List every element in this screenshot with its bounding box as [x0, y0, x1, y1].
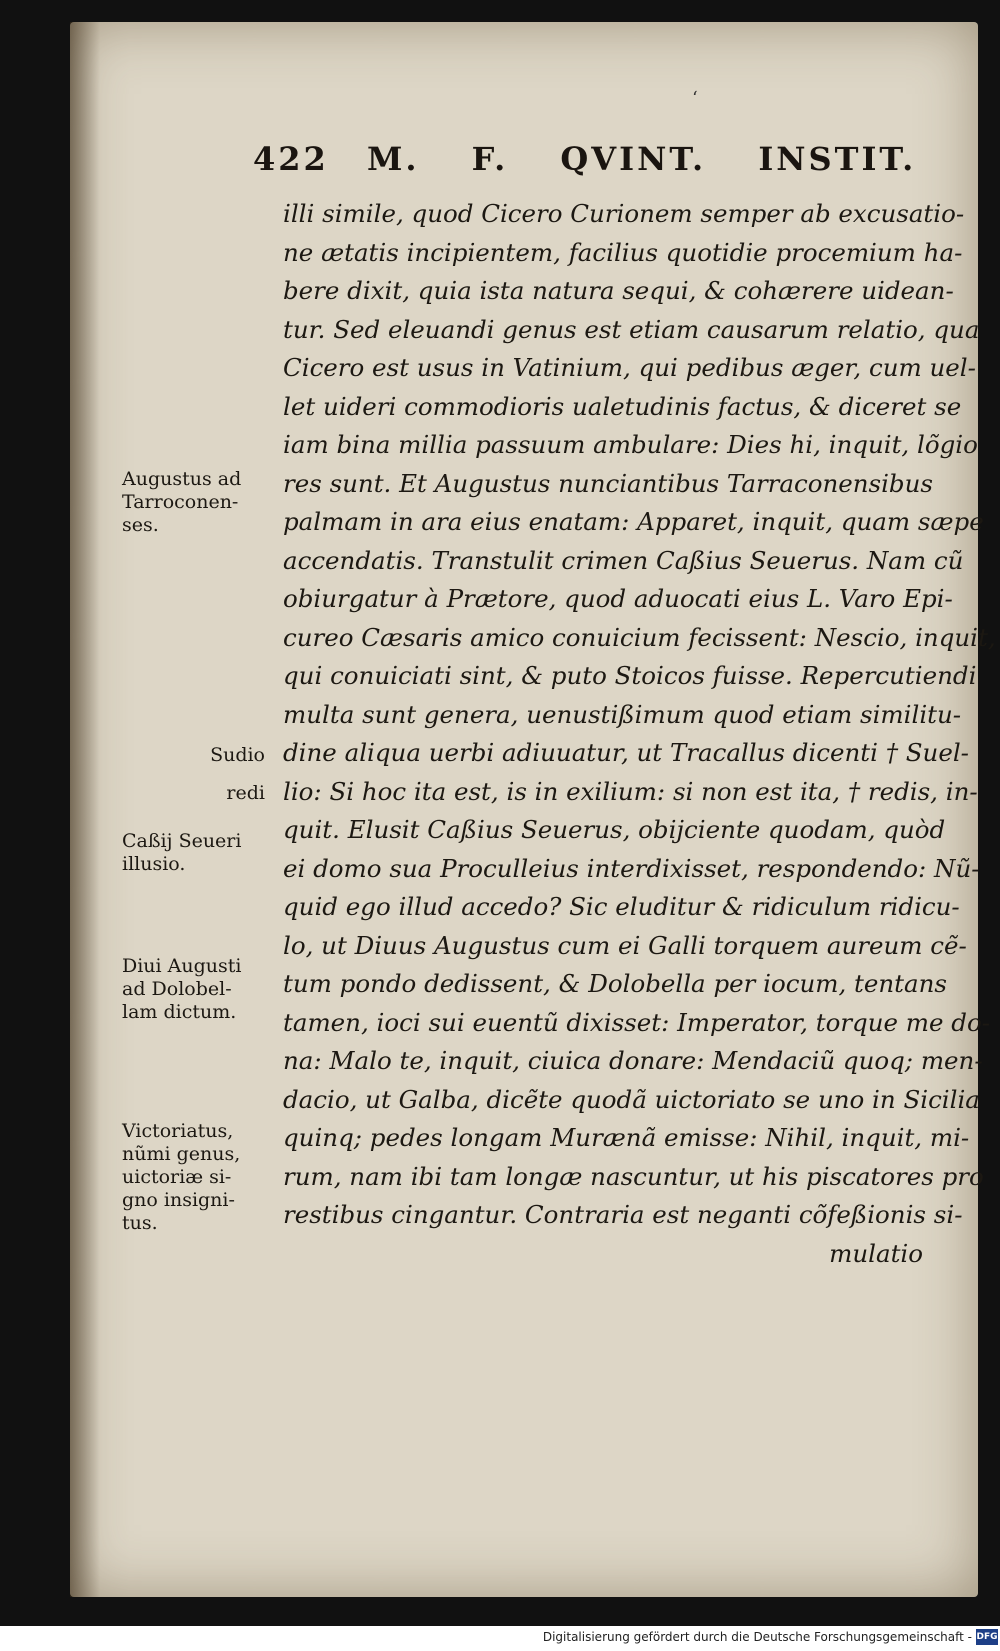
margin-note-augustus: [122, 468, 241, 537]
header-word: INSTIT.: [758, 140, 917, 178]
text-line: multa sunt genera, uenustißimum quod etiam similitu-: [283, 699, 962, 729]
text-line: tamen, ioci sui euentũ dixisset: Imperator, torque me do-: [283, 1007, 991, 1037]
text-line: Cicero est usus in Vatinium, qui pedibus æger, cum uel-: [283, 353, 976, 382]
margin-note-line: Sudio: [210, 744, 265, 766]
margin-note-line: nũmi genus,: [122, 1143, 241, 1165]
text-line: mulatio: [829, 1238, 923, 1268]
text-line: quinq; pedes longam Murænã emisse: Nihil, inquit, mi-: [283, 1123, 970, 1152]
text-line: cureo Cæsaris amico conuicium fecissent: Nescio, inquit,: [283, 622, 996, 652]
margin-note-sudio: [160, 744, 265, 805]
text-line: lo, ut Diuus Augustus cum ei Galli torquem aureum cẽ-: [283, 930, 967, 960]
margin-note-line: tus.: [122, 1212, 158, 1234]
margin-note-victoriatus: [122, 1120, 240, 1235]
text-line: quid ego illud accedo? Sic eluditur & ridiculum ridicu-: [283, 892, 960, 921]
text-line: dacio, ut Galba, dicẽte quodã uictoriato se uno in Sicilia: [283, 1084, 980, 1114]
margin-note-diui: [122, 955, 241, 1024]
main-text-block: [283, 195, 996, 1273]
margin-note-line: illusio.: [122, 853, 186, 875]
page-mark: ‘: [692, 88, 698, 109]
margin-note-line: redi: [226, 782, 265, 804]
footer-credit: Digitalisierung gefördert durch die Deutsche Forschungsgemeinschaft -: [542, 1630, 972, 1644]
text-line: illi simile, quod Cicero Curionem semper ab excusatio-: [283, 199, 965, 228]
text-line: bere dixit, quia ista natura sequi, & cohærere uidean-: [283, 276, 954, 305]
margin-note-line: lam dictum.: [122, 1001, 237, 1023]
header-word: M.: [366, 140, 420, 178]
text-line: na: Malo te, inquit, ciuica donare: Mendaciũ quoq; men-: [283, 1046, 983, 1075]
header-word: QVINT.: [560, 140, 707, 178]
header-word: F.: [471, 140, 509, 178]
margin-note-cassij: [122, 830, 241, 876]
margin-note-line: ad Dolobel-: [122, 978, 232, 1000]
text-line: palmam in ara eius enatam: Apparet, inquit, quam sæpe: [283, 507, 984, 536]
text-line: ne ætatis incipientem, facilius quotidie procemium ha-: [283, 237, 963, 267]
text-line: rum, nam ibi tam longæ nascuntur, ut his piscatores pro: [283, 1161, 984, 1191]
text-line: ei domo sua Proculleius interdixisset, respondendo: Nũ-: [283, 853, 980, 883]
margin-note-line: uictoriæ si-: [122, 1166, 232, 1188]
text-line: qui conuiciati sint, & puto Stoicos fuisse. Repercutiendi: [283, 661, 977, 690]
page-number: 422: [253, 140, 329, 178]
text-line: obiurgatur à Prætore, quod aduocati eius L. Varo Epi-: [283, 584, 953, 613]
dfg-logo-icon: DFG: [976, 1629, 998, 1645]
text-line: iam bina millia passuum ambulare: Dies hi, inquit, lõgio: [283, 430, 978, 459]
margin-note-line: gno insigni-: [122, 1189, 235, 1211]
text-line: res sunt. Et Augustus nunciantibus Tarraconensibus: [283, 468, 933, 498]
margin-note-line: Tarroconen-: [122, 491, 239, 513]
text-line: restibus cingantur. Contraria est neganti cõfeßionis si-: [283, 1200, 963, 1229]
margin-note-line: Augustus ad: [122, 468, 242, 490]
text-line: quit. Elusit Caßius Seuerus, obijciente quodam, quòd: [283, 815, 946, 844]
text-line: tum pondo dedissent, & Dolobella per iocum, tentans: [283, 969, 947, 998]
text-line: let uideri commodioris ualetudinis factus, & diceret se: [283, 391, 962, 421]
text-line: dine aliqua uerbi adiuuatur, ut Tracallus dicenti † Suel-: [283, 738, 969, 767]
margin-note-line: ses.: [122, 514, 159, 536]
text-line: tur. Sed eleuandi genus est etiam causarum relatio, qua: [283, 314, 980, 344]
page-gutter-shadow: [70, 22, 100, 1597]
margin-note-line: Victoriatus,: [122, 1120, 234, 1142]
digitization-footer: [0, 1626, 1000, 1651]
running-header: [253, 140, 917, 178]
margin-note-line: Caßij Seueri: [122, 830, 242, 852]
margin-note-line: Diui Augusti: [122, 955, 242, 977]
text-line: accendatis. Transtulit crimen Caßius Seuerus. Nam cũ: [283, 545, 964, 575]
text-line: lio: Si hoc ita est, is in exilium: si non est ita, † redis, in-: [283, 776, 978, 806]
